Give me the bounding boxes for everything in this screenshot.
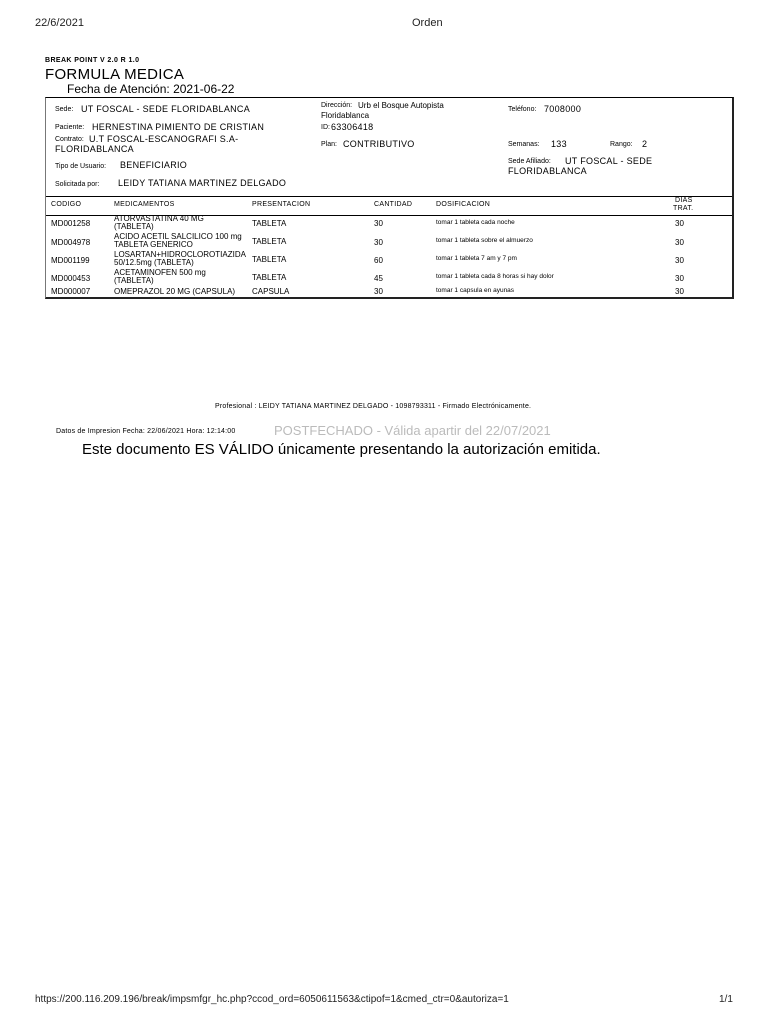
row-presentacion: CAPSULA [252, 287, 290, 296]
solicitada-label: Solicitada por: [55, 181, 100, 188]
row-med-line1: LOSARTAN+HIDROCLOROTIAZIDA [114, 250, 246, 259]
row-dosificacion: tomar 1 tableta 7 am y 7 pm [436, 255, 517, 262]
row-dosificacion: tomar 1 tableta cada noche [436, 219, 515, 226]
row-cantidad: 30 [374, 287, 383, 296]
row-dosificacion: tomar 1 tableta sobre el almuerzo [436, 237, 533, 244]
row-med-line2: TABLETA GENERICO [114, 240, 193, 249]
contrato-value-line1: U.T FOSCAL-ESCANOGRAFI S.A- [89, 134, 239, 144]
solicitada-value: LEIDY TATIANA MARTINEZ DELGADO [118, 178, 287, 188]
row-med-line1: ATORVASTATINA 40 MG [114, 214, 204, 223]
page-number: 1/1 [719, 994, 733, 1005]
contrato-label: Contrato: [55, 136, 84, 143]
sede-value: UT FOSCAL - SEDE FLORIDABLANCA [81, 104, 251, 114]
row-dias: 30 [675, 274, 684, 283]
row-presentacion: TABLETA [252, 237, 287, 246]
page-url[interactable]: https://200.116.209.196/break/impsmfgr_hc.php?ccod_ord=6050611563&ctipof=1&cmed_ctr=0&autoriza=1 [35, 994, 509, 1005]
row-cantidad: 30 [374, 238, 383, 247]
postfechado-notice: POSTFECHADO - Válida apartir del 22/07/2021 [274, 423, 551, 438]
paciente-label: Paciente: [55, 124, 85, 131]
row-med-line2: (TABLETA) [114, 222, 154, 231]
row-med-line2: (TABLETA) [114, 276, 154, 285]
plan-label: Plan: [321, 141, 337, 148]
version-label: BREAK POINT V 2.0 R 1.0 [45, 57, 140, 64]
contrato-value-line2: FLORIDABLANCA [55, 144, 134, 154]
tipo-usuario-value: BENEFICIARIO [120, 160, 188, 170]
print-page-title: Orden [412, 17, 443, 29]
prescription-box [45, 97, 734, 299]
tipo-usuario-label: Tipo de Usuario: [55, 163, 107, 170]
header-trat: TRAT. [673, 205, 694, 212]
direccion-value-line2: Floridablanca [321, 111, 370, 120]
row-dosificacion: tomar 1 tableta cada 8 horas si hay dolor [436, 273, 554, 280]
rango-label: Rango: [610, 141, 633, 148]
direccion-label: Dirección: [321, 102, 353, 109]
direccion-value-line1: Urb el Bosque Autopista [358, 101, 444, 110]
row-code: MD001258 [51, 219, 91, 228]
rango-value: 2 [642, 139, 648, 149]
plan-value: CONTRIBUTIVO [343, 139, 415, 149]
row-dias: 30 [675, 219, 684, 228]
sede-afiliado-value-line1: UT FOSCAL - SEDE [565, 156, 653, 166]
row-code: MD000007 [51, 287, 91, 296]
row-presentacion: TABLETA [252, 219, 287, 228]
print-date: 22/6/2021 [35, 17, 84, 29]
row-med-line1: ACIDO ACETIL SALCILICO 100 mg [114, 232, 242, 241]
row-dias: 30 [675, 238, 684, 247]
semanas-value: 133 [551, 139, 567, 149]
header-medicamentos: MEDICAMENTOS [114, 201, 175, 208]
row-code: MD001199 [51, 256, 90, 265]
id-label: ID: [321, 124, 330, 131]
row-dosificacion: tomar 1 capsula en ayunas [436, 287, 515, 294]
row-med-line1: ACETAMINOFEN 500 mg [114, 268, 206, 277]
row-code: MD000453 [51, 274, 91, 283]
telefono-value: 7008000 [544, 104, 582, 114]
row-cantidad: 30 [374, 219, 383, 228]
paciente-value: HERNESTINA PIMIENTO DE CRISTIAN [92, 122, 265, 132]
document-title: FORMULA MEDICA [45, 66, 185, 83]
header-presentacion: PRESENTACION [252, 201, 311, 208]
sede-afiliado-value-line2: FLORIDABLANCA [508, 166, 587, 176]
row-presentacion: TABLETA [252, 273, 287, 282]
semanas-label: Semanas: [508, 141, 540, 148]
attention-date: Fecha de Atención: 2021-06-22 [67, 82, 235, 96]
header-cantidad: CANTIDAD [374, 201, 413, 208]
row-code: MD004978 [51, 238, 91, 247]
telefono-label: Teléfono: [508, 106, 537, 113]
row-med-line1: OMEPRAZOL 20 MG (CAPSULA) [114, 287, 236, 296]
row-dias: 30 [675, 256, 684, 265]
table-top-divider [46, 196, 732, 197]
id-value: 63306418 [331, 122, 374, 132]
validity-notice: Este documento ES VÁLIDO únicamente presentando la autorización emitida. [82, 441, 601, 458]
row-dias: 30 [675, 287, 684, 296]
row-cantidad: 45 [374, 274, 383, 283]
profesional-signature: Profesional : LEIDY TATIANA MARTINEZ DELGADO - 1098793311 - Firmado Electrónicamente. [215, 403, 532, 410]
row-med-line2: 50/12.5mg (TABLETA) [114, 258, 194, 267]
row-cantidad: 60 [374, 256, 383, 265]
row-presentacion: TABLETA [252, 255, 287, 264]
print-datetime: Datos de Impresion Fecha: 22/06/2021 Hora: 12:14:00 [56, 428, 236, 435]
sede-label: Sede: [55, 106, 74, 113]
sede-afiliado-label: Sede Afiliado: [508, 158, 551, 165]
header-codigo: CODIGO [51, 201, 82, 208]
header-dias: DIAS [675, 197, 693, 204]
header-dosificacion: DOSIFICACION [436, 201, 491, 208]
